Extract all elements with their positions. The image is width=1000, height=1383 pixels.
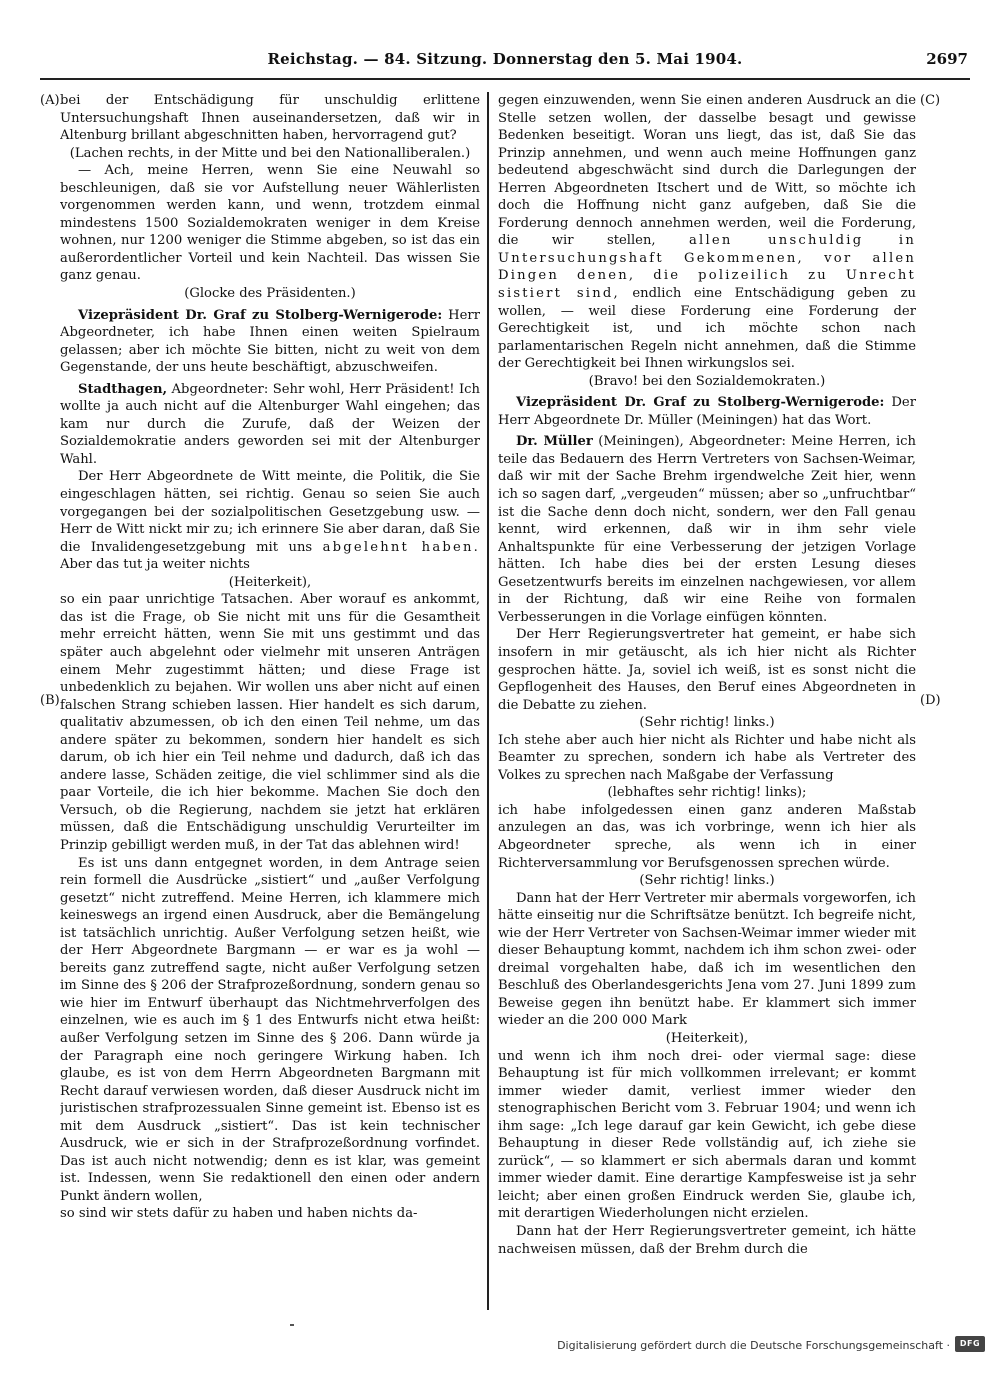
speech-block — [60, 381, 480, 469]
print-speck — [290, 1324, 294, 1326]
interjection: (Lachen rechts, in der Mitte und bei den Nationalliberalen.) — [69, 145, 471, 161]
text-run: endlich eine Entschädigung geben zu wollen, — weil diese Forderung eine Forderung der Gerechtigkeit ist, und ich möchte schon nach parlamentarischen Regeln nicht annehmen, daß die Stimme der Gerechtigkeit bei Ihnen wirkungslos sei. — [498, 286, 916, 372]
emphasis-text: allen unschuldig in Untersuchungshaft Gekommenen, vor allen Dingen denen, die polizeilich zu Unrecht sistiert sind, — [498, 233, 916, 302]
paragraph — [498, 92, 916, 373]
dfg-logo-text: DFG — [959, 1339, 981, 1348]
paragraph: so ein paar unrichtige Tatsachen. Aber worauf es ankommt, das ist die Frage, ob Sie nicht mit uns für die Gesamtheit mehr erreicht hätten, wenn Sie mit uns gestimmt und das später auch abgelehnt oder vielmehr mit unseren Anträgen einem Mehr zugestimmt hätten; und diese Frage ist unbedenklich zu bejahen. Wir wollen uns aber nicht auf einen falschen Strang schieben lassen. Hier handelt es sich darum, qualitativ abzumessen, ob ich den einen Teil nehme, um das andere später zu bekommen, sondern hier handelt es sich darum, ob ich hier ein Teil nehme und dadurch, daß ich das andere lasse, Schäden zeitige, die viel schlimmer sind als die paar Vorteile, die ich hier bekomme. Machen Sie doch den Versuch, ob die Regierung, nachdem sie jetzt hat erklären müssen, daß die Entschädigung unschuldig Verurteilter im Prinzip gebilligt werden muß, in der Tat das ablehnen wird! — [60, 592, 480, 853]
speech-text: Der Herr Abgeordnete Dr. Müller (Meiningen) hat das Wort. — [498, 395, 916, 428]
text-run: Der Herr Abgeordnete de Witt meinte, die Politik, die Sie eingeschlagen hätten, sei richtig. Genau so seien Sie auch vorgegangen bei der sozialpolitischen Gesetzgebung usw. — Herr de Witt nickt mir zu; ich erinnere Sie aber daran, daß Sie die Invalidengesetzgebung mit uns — [60, 469, 480, 555]
paragraph: und wenn ich ihm noch drei- oder viermal sage: diese Behauptung ist für mich vollkommen irrelevant; er kommt immer wieder damit, verliest immer wieder den stenographischen Bericht vom 3. Februar 1904; und wenn ich ihm sage: „Ich lege darauf gar kein Gewicht, ich gebe diese Behauptung in dieser Rede vollständig auf, ich ziehe sie zurück“, — so klammert er sich abermals daran und kommt immer wieder damit. Eine derartige Kampfesweise ist ja sehr leicht; aber einen großen Eindruck werden Sie, glaube ich, mit derartigen Wiederholungen nicht erzielen. — [498, 1048, 916, 1222]
running-head: Reichstag. — 84. Sitzung. Donnerstag den 5. Mai 1904. — [267, 50, 743, 68]
speech-block — [498, 394, 916, 429]
speech-block — [498, 433, 916, 626]
text-run: gegen einzuwenden, wenn Sie einen anderen Ausdruck an die Stelle setzen wollen, der dasselbe besagt und gewisse Bedenken beseitigt. Woran uns liegt, das ist, daß Sie das Prinzip annehmen, und wenn auch meine Hoffnungen ganz bedeutend abgeschwächt sind durch die Darlegungen der Herren Abgeordneten Itschert und de Witt, so möchte ich doch die Hoffnung nicht ganz aufgeben, daß Sie die Forderung dennoch annehmen werden, weil die Forderung, die wir stellen, — [498, 93, 916, 249]
margin-marker-d: (D) — [920, 693, 941, 708]
paragraph: bei der Entschädigung für unschuldig erlittene Untersuchungshaft Ihnen auseinandersetzen, daß wir in Altenburg brillant abgeschnitten haben, hervorragend gut? — [60, 93, 480, 144]
emphasis-text: abgelehnt haben. — [322, 539, 480, 555]
digitization-credit: Digitalisierung gefördert durch die Deutsche Forschungsgemeinschaft · — [557, 1339, 950, 1352]
right-column — [498, 92, 916, 1328]
speaker-name: Vizepräsident Dr. Graf zu Stolberg-Wernigerode: — [78, 307, 443, 323]
column-divider — [487, 92, 489, 1310]
page-header — [40, 46, 970, 80]
paragraph — [60, 468, 480, 573]
interjection: (Heiterkeit), — [665, 1030, 749, 1046]
page-number: 2697 — [926, 50, 968, 68]
speech-text: Abgeordneter: Sehr wohl, Herr Präsident! Ich wollte ja auch nicht auf die Altenburger Wahl eingehen; das kam nur durch die Zurufe, daß der Weizen der Sozialdemokratie anders geworden sei mit der Altenburger Wahl. — [60, 381, 480, 467]
interjection: (Sehr richtig! links.) — [639, 873, 775, 889]
paragraph: ich habe infolgedessen einen ganz anderen Maßstab anzulegen an das, was ich vorbringe, wenn ich hier als Abgeordneter spreche, als wenn ich in einer Richterversammlung vor Berufsgenossen sprechen würde. — [498, 802, 916, 871]
interjection: (Sehr richtig! links.) — [639, 715, 775, 731]
speech-text: Herr Abgeordneter, ich habe Ihnen einen weiten Spielraum gelassen; aber ich möchte Sie bitten, nicht zu weit von dem Gegenstande, der uns heute beschäftigt, abzuschweifen. — [60, 307, 480, 376]
paragraph: so sind wir stets dafür zu haben und haben nichts da- — [60, 1206, 418, 1222]
interjection: (Bravo! bei den Sozialdemokraten.) — [588, 373, 826, 389]
margin-marker-b: (B) — [40, 693, 60, 708]
interjection: (lebhaftes sehr richtig! links); — [607, 785, 807, 801]
dfg-logo — [955, 1336, 985, 1352]
speech-text: (Meiningen), Abgeordneter: Meine Herren, ich teile das Bedauern des Herrn Vertreters von Sachsen-Weimar, daß wir mit der Sache Brehm irgendwelche Zeit hier, wenn ich so sagen darf, „vergeuden“ müssen; aber so „unfruchtbar“ ist die Sache denn doch nicht, sondern, wer den Fall genau kennt, wird erkennen, daß wir in ihm sehr viele Anhaltspunkte für eine Verbesserung der jetzigen Vorlage hätten. Ich habe dies bei der ersten Lesung dieses Gesetzentwurfs bereits im einzelnen nachgewiesen, vor allem in der Richtung, daß wir eine Reihe von formalen Verbesserungen in die Vorlage einfügen könnten. — [498, 434, 916, 625]
paragraph: Ich stehe aber auch hier nicht als Richter und habe nicht als Beamter zu sprechen, sondern ich habe als Vertreter des Volkes zu sprechen nach Maßgabe der Verfassung — [498, 732, 916, 783]
speech-block — [60, 307, 480, 377]
speaker-name: Vizepräsident Dr. Graf zu Stolberg-Wernigerode: — [516, 395, 885, 411]
interjection: (Glocke des Präsidenten.) — [184, 286, 356, 302]
text-run: Aber das tut ja weiter nichts — [60, 557, 250, 573]
speaker-name: Stadthagen, — [78, 381, 168, 397]
left-column — [60, 92, 480, 1328]
paragraph: Es ist uns dann entgegnet worden, in dem Antrage seien rein formell die Ausdrücke „sistiert“ und „außer Verfolgung gesetzt“ nicht zutreffend. Meine Herren, ich klammere mich keineswegs an irgend einen Ausdruck, aber die Bemängelung ist tatsächlich unrichtig. Außer Verfolgung setzen heißt, wie der Herr Abgeordnete Bargmann — er war es ja wohl — bereits ganz zutreffend sagte, nicht außer Verfolgung setzen im Sinne des § 206 der Strafprozeßordnung, sondern genau so wie hier im Entwurf überhaupt das Nichtmehrverfolgen des einzelnen, wie es auch im § 1 des Entwurfs nicht etwa heißt: außer Verfolgung setzen im Sinne des § 206. Dann würde ja der Paragraph eine noch geringere Wirkung haben. Ich glaube, es ist von dem Herrn Abgeordneten Bargmann mit Recht darauf verwiesen worden, daß dieser Ausdruck nicht im juristischen strafprozessualen Sinne gemeint ist. Ebenso ist es mit dem Ausdruck „sistiert“. Das ist kein technischer Ausdruck, wie er sich in der Strafprozeßordnung vorfindet. Das ist auch nicht notwendig; denn es ist klar, was gemeint ist. Indessen, wenn Sie redaktionell den einen oder andern Punkt ändern wollen, — [60, 855, 480, 1204]
speaker-name: Dr. Müller — [516, 434, 593, 450]
margin-marker-a: (A) — [40, 93, 60, 108]
paragraph: Dann hat der Herr Vertreter mir abermals vorgeworfen, ich hätte einseitig nur die Schriftsätze benützt. Ich begreife nicht, wie der Herr Vertreter von Sachsen-Weimar immer wieder mit dieser Behauptung kommt, nachdem ich ihm schon zwei- oder dreimal vorgehalten habe, daß ich im wesentlichen den Beschluß des Oberlandesgerichts Jena vom 27. Juni 1899 zum Beweise gegen ihn benützt habe. Er klammert sich immer wieder an die 200 000 Mark — [498, 890, 916, 1029]
paragraph: Der Herr Regierungsvertreter hat gemeint, er habe sich insofern in mir getäuscht, als ich hier nicht als Richter gesprochen hätte. Ja, soviel ich weiß, ist es sonst nicht die Gepflogenheit des Hauses, den Beruf eines Abgeordneten in die Debatte zu ziehen. — [498, 627, 916, 713]
paragraph: — Ach, meine Herren, wenn Sie eine Neuwahl so beschleunigen, daß sie vor Aufstellung neuer Wählerlisten vorgenommen werden kann, und wenn, trotzdem einmal mindestens 1500 Sozialdemokraten weniger in dem Kreise wohnen, nur 1200 weniger die Stimme abgeben, so ist das ein außerordentlicher Vorteil und kein Nachteil. Das wissen Sie ganz genau. — [60, 163, 480, 284]
paragraph: Dann hat der Herr Regierungsvertreter gemeint, ich hätte nachweisen müssen, daß der Brehm durch die — [498, 1224, 916, 1257]
margin-marker-c: (C) — [920, 93, 941, 108]
interjection: (Heiterkeit), — [228, 574, 312, 590]
